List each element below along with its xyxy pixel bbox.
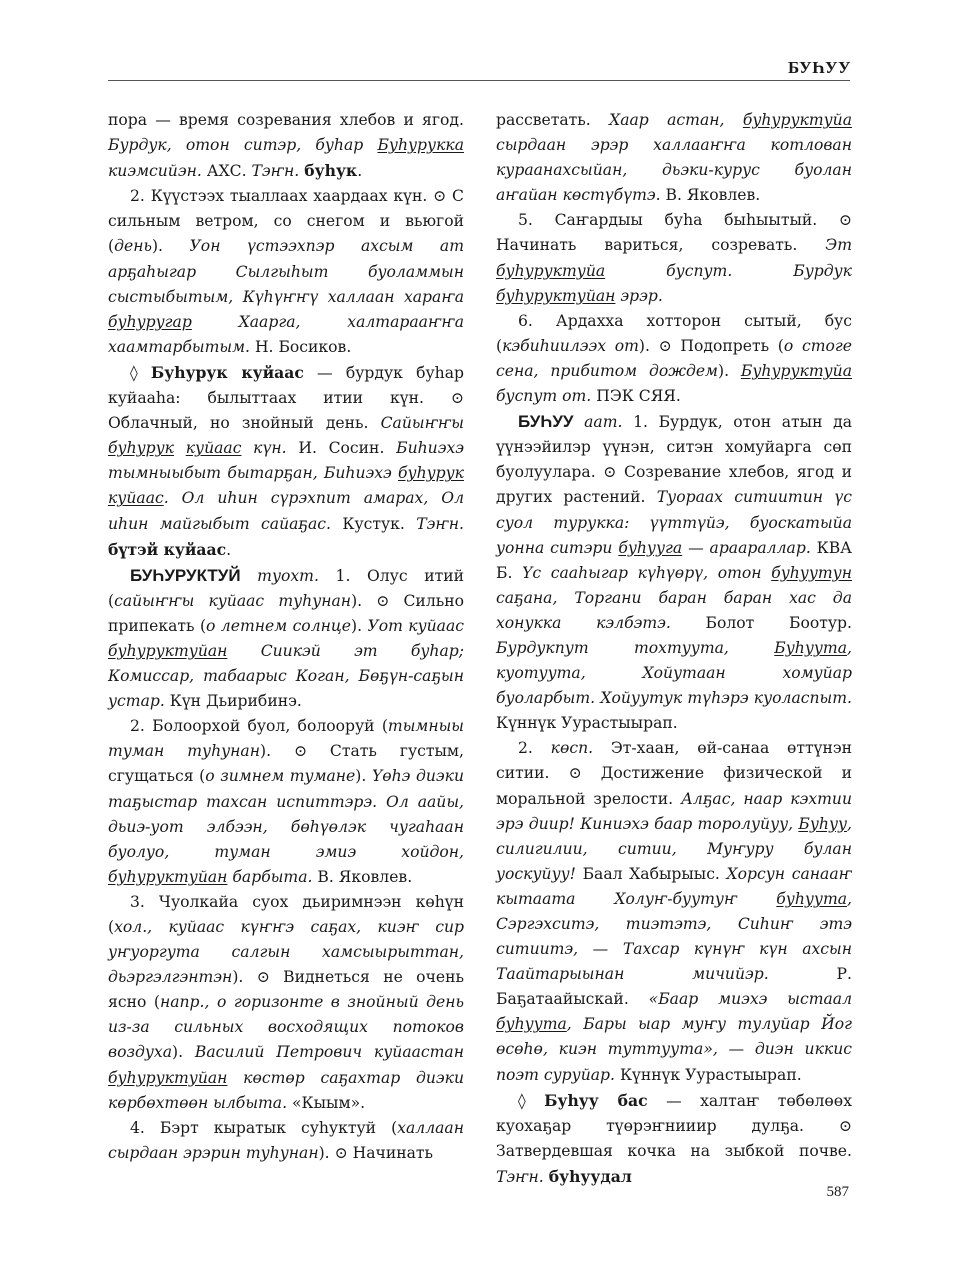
definition-text: АХС. [201,162,252,181]
example-text: Алҕас, наар кэхтии эрэ диир! Киниэхэ баар торолуйуу, [496,789,852,833]
definition-text: ). [717,361,741,380]
highlighted-form: буһуруктуйан [108,867,228,886]
example-text: хол., куйаас күҥҥэ саҕах, киэҥ сир уҥуоргута салгын хамсыырыттан, дьэргэлгэнтэн [108,918,464,987]
highlighted-form: буһуруктуйа [742,111,852,129]
definition-text: ◊ [130,363,151,382]
example-text: Туораах ситиитин үс суол турукка: үүттүйэ, буоскатыйа уонна ситэри [496,488,852,557]
entry-paragraph [496,736,852,1087]
highlighted-form: буһуруктуйан [108,1068,228,1087]
example-text: , куотуута, Хойутаан хомуйар буоларбыт. Хойуутук түһэрэ куоласпыт. [496,638,852,708]
entry-paragraph [108,1116,464,1166]
headword: БУҺУРУКТУЙ [130,565,241,585]
definition-text: «Кыым». [287,1093,366,1112]
example-text: эрэр. [615,286,663,305]
example-text: Уот куйаас [367,616,464,635]
highlighted-form: Буһуу [798,814,848,833]
example-text: — араараллар. [682,538,811,557]
definition-text: Эт-хаан, өй-санаа өттүнэн ситии. ⊙ Достижение физической и моральной зрелости. [496,739,852,808]
example-text: Тэҥн. [496,1167,544,1186]
definition-text: 1. Олус итий ( [108,566,464,610]
example-text: о летнем солнце [206,616,351,635]
definition-text: . [226,540,232,559]
example-text: саҕана, Торгани баран баран хас да хонукка кэлбэтэ. [496,588,852,632]
highlighted-form: буһурук куйаас [108,464,464,508]
example-text: . Ол иһин сүрэхпит амарах, Ол иһин майгыбыт сайаҕас. [108,489,464,533]
definition-text: ). ⊙ Стать густым, сгущаться ( [108,742,464,786]
definition-text: Күннүк Уурастыырап. [496,714,678,733]
entry-paragraph [108,108,464,184]
definition-text: рассветать. [496,111,610,129]
entry-paragraph [108,890,464,1116]
example-text: күн. [241,439,287,458]
definition-text: — бурдук буһар куйааһа: былыттаах итии күн. ⊙ Облачный, но знойный день. [108,363,464,433]
highlighted-form: буһуута [776,889,848,908]
definition-text: Болот Боотур. [670,613,852,632]
entry-paragraph [108,714,464,890]
example-text: буспут. Бурдук [605,261,852,280]
definition-text: ). ⊙ Сильно припекать ( [108,591,464,635]
highlighted-form: буһуруктуйа [496,261,606,280]
example-text: Хаар астан, [609,111,743,129]
definition-text: Күн Дьирибинэ. [164,692,302,711]
highlighted-form: буһуруктуйан [496,286,616,305]
example-text: , Бары ыар муҥу тулуйар Йог өсөһө, киэн туттуута», — диэн иккис поэт суруйар. [496,1015,852,1084]
example-text: день [114,237,152,256]
definition-text: ◊ [518,1091,545,1110]
example-text: , силигилии, ситии, Муҥуру булан уоскуйуу! [496,814,852,883]
entry-paragraph [108,360,464,563]
bold-term: буһук [304,161,358,181]
highlighted-form: буһуута [496,1015,567,1034]
definition-text: Н. Босиков. [249,337,352,356]
example-text: туохт. [240,566,319,585]
example-text: Тэҥн. [416,514,464,533]
example-text: Хорсун санааҥ кытаата Холуҥ-буутуҥ [496,864,852,908]
header-rule [108,80,850,81]
highlighted-form: буһурук [108,439,174,458]
definition-text: ). ⊙ Подопреть ( [638,336,784,355]
bold-term: бүтэй куйаас [108,539,227,559]
bold-term: Буһурук куйаас [150,362,304,382]
example-text: Эт [825,236,852,255]
definition-text: — халтаҥ төбөлөөх куохаҕар түөрэҥнииир дулҕа. ⊙ Затвердевшая кочка на зыбкой почве. [496,1091,852,1160]
example-text: Хаарга, халтарааҥҥа хаамтарбытым. [108,312,464,356]
entry-paragraph [108,184,464,360]
example-text: кэбиһиилээх от [502,336,639,355]
definition-text: Баал Хабырыыс. [575,864,727,883]
right-column [496,108,852,1190]
example-text: көсп. [550,739,594,758]
headword: БУҺУУ [518,412,574,432]
page-number: 587 [826,1184,849,1200]
definition-text: ). [355,767,372,786]
example-text: сырдаан эрэр халлааҥҥа котлован кураанахсыйан, дьэки-курус буолан аҥайан көстүбүтэ. [496,136,852,205]
definition-text: В. Яковлев. [312,867,413,886]
entry-paragraph [496,108,852,208]
definition-text: КВА Б. [496,538,852,582]
example-text: буспут от. [496,387,592,406]
example-text: тымныы туман туһунан [108,717,464,761]
definition-text: ). [172,1043,195,1062]
entry-paragraph [496,309,852,409]
definition-text: пора — время созревания хлебов и ягод. [108,111,464,129]
headword-entry [496,409,852,736]
definition-text: 2. Күүстээх тыаллаах хаардаах күн. ⊙ С сильным ветром, со снегом и вьюгой ( [108,187,464,256]
definition-text: . [357,162,363,181]
example-text [174,439,186,457]
example-text: барбыта. [227,867,313,886]
entry-paragraph [496,208,852,308]
example-text: киэмсийэн. [108,162,202,181]
definition-text: ). ⊙ Начинать [318,1143,434,1162]
example-text: , Сэргэхситэ, тиэтэтэ, Сиһиҥ этэ ситиитэ, — Тахсар күнүҥ күн ахсын Таайтарыынан мичийэр. [496,889,852,984]
definition-text: ПЭК СЯЯ. [591,387,681,406]
example-text: о зимнем тумане [205,767,356,786]
highlighted-form: Буһурукка [377,136,464,155]
definition-text: ). ⊙ Виднеться не очень ясно ( [108,968,464,1012]
left-column [108,108,464,1166]
definition-text: Р. Баҕатаайыскай. [496,965,853,1009]
definition-text: 2. [518,739,551,758]
definition-text: 4. Бэрт кыратык суһуктуй ( [130,1118,398,1137]
definition-text: ). [151,237,190,256]
example-text: Сиикэй эт буһар; Комиссар, табаарыс Коган, Бөҕүн-саҕын устар. [108,641,464,711]
highlighted-form: Буһуруктуйа [740,361,852,380]
definition-text: И. Сосин. [286,439,397,458]
highlighted-form: куйаас [185,439,242,458]
highlighted-form: буһуругар [108,312,192,331]
example-text: Үс сааһыгар күһүөрү, отон [522,563,772,582]
highlighted-form: буһуутун [771,563,852,582]
example-text: көстөр саҕахтар диэки көрбөхтөөн ылбыта. [108,1068,464,1112]
headword-entry [108,563,464,715]
definition-text: Күннүк Уурастыырап. [615,1065,802,1084]
entry-paragraph [496,1088,852,1190]
example-text: Үөһэ диэки таҕыстар тахсан испиттэрэ. Ол аайы, дьиэ-уот элбээн, бөһүөлэк чугаһаан буолуо, туман эмиэ хойдон, [108,767,465,861]
example-text: Биһиэхэ тымныыбыт бытарҕан, Биһиэхэ [108,439,464,483]
example-text: Тэҥн. [251,162,300,181]
definition-text: ). [351,616,368,635]
definition-text: 5. Саҥардыы буһа быһыытый. ⊙ Начинать вариться, созревать. [496,211,852,255]
definition-text: В. Яковлев. [660,186,761,205]
example-text: Сайыҥҥы [380,414,464,433]
highlighted-form: буһуруктуйан [108,641,228,660]
example-text: Бурдукпут тохтуута, [496,638,775,657]
example-text: сайыҥҥы куйаас туһунан [114,591,352,610]
highlighted-form: буһууга [618,538,683,557]
example-text: «Баар миэхэ ыстаал [648,990,853,1009]
example-text: напр., о горизонте в знойный день из-за сильных восходящих потоков воздуха [108,993,464,1062]
example-text: о стоге сена, прибитом дождем [496,336,852,380]
highlighted-form: Буһуута [774,638,848,657]
definition-text: 6. Ардахха хотторон сытый, бус ( [496,311,852,355]
definition-text: 3. Чуолкайа суох дьиримнээн көһүн ( [108,892,464,936]
definition-text: 1. Бурдук, отон атын да үүнээйилэр үүнэн, ситэн хомуйарга сөп буолуулара. ⊙ Созревание хлебов, ягод и других растений. [496,413,852,507]
example-text: аат. [573,413,623,432]
example-text: Уон үстээхпэр ахсым ат арҕаһыгар Сылгыһыт буоламмын сыстыбытым, Күһүҥҥү халлаан хараҥа [108,237,464,306]
definition-text: Кустук. [330,514,417,533]
example-text: Бурдук, отон ситэр, буһар [108,136,378,155]
bold-term: Буһуу бас [544,1090,648,1110]
example-text: Василий Петрович куйаастан [194,1043,464,1062]
running-head: БУҺУУ [787,58,851,77]
definition-text: 2. Болоорхой буол, болооруй ( [130,717,388,736]
example-text: халлаан сырдаан эрэрин туһунан [108,1118,464,1162]
bold-term: буһуудал [548,1166,632,1186]
